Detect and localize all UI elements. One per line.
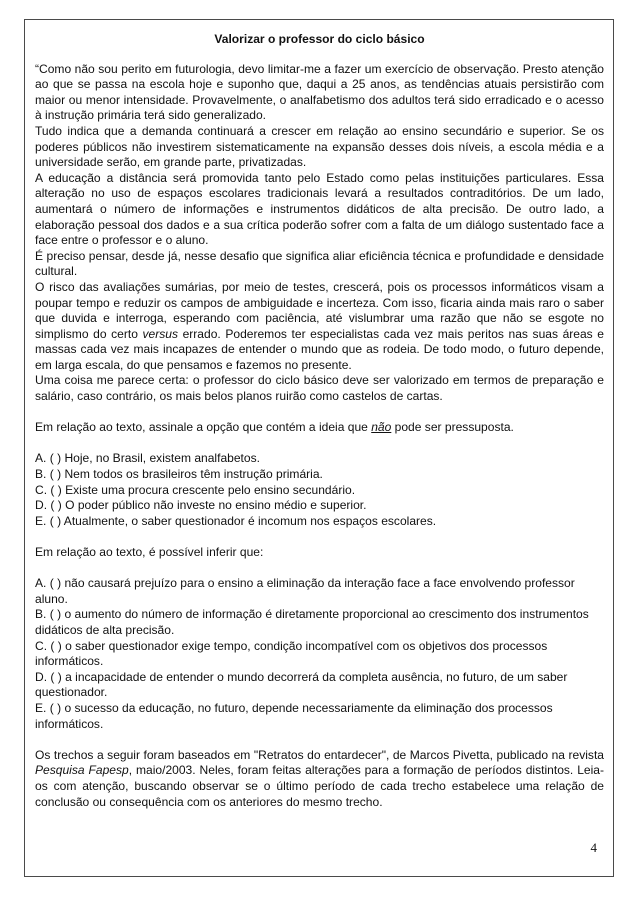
stem-text: pode ser pressuposta. <box>391 420 514 435</box>
article-paragraph-6: Uma coisa me parece certa: o professor do ciclo básico deve ser valorizado em termos de preparação e salário, caso contrário, os mais belos planos ruirão como castelos de cartas. <box>35 373 604 404</box>
question-2-option-b[interactable]: B. ( ) o aumento do número de informação é diretamente proporcional ao crescimento dos instrumentos didáticos de alta precisão. <box>35 607 589 637</box>
underlined-text: não <box>371 420 392 435</box>
intro-text: , maio/2003. Neles, foram feitas alterações para a formação de períodos distintos. Leia-os com atenção, buscando observar se o último período de cada trecho estabelece uma relação de conclusão ou consequência com os anteriores do mesmo trecho. <box>35 763 604 809</box>
paragraph-text: O risco das avaliações sumárias, por meio de testes, crescerá, pois os processos informáticos visam a poupar tempo e reduzir os campos de ambiguidade e incerteza. Com isso, ficaria ainda mais raro o saber que duvida e interroga, esperando com paciência, até vislumbrar uma razão que não se esgote no simplismo do certo <box>35 279 604 341</box>
article-paragraph-4: É preciso pensar, desde já, nesse desafio que significa aliar eficiência técnica e profundidade e densidade cultural. <box>35 248 604 279</box>
question-1-option-e[interactable]: E. ( ) Atualmente, o saber questionador é incomum nos espaços escolares. <box>35 513 437 528</box>
question-2-option-d-continuation: questionador. <box>35 685 108 700</box>
question-2-stem: Em relação ao texto, é possível inferir que: <box>35 545 264 559</box>
stem-text: Em relação ao texto, assinale a opção que contém a ideia que <box>35 420 372 435</box>
article-paragraph-3: A educação a distância será promovida tanto pelo Estado como pelas instituições particulares. Essa alteração no uso de espaços escolares tradicionais levará a resultados contraditórios. De um lado, aumentará o número de informações e instrumentos didáticos de alta precisão. De outro lado, a elaboração pessoal dos dados e a sua crítica poderão sofrer com a falta de um diálogo sustentado face a face entre o professor e o aluno. <box>35 170 604 248</box>
emphasis-text <box>371 420 391 434</box>
intro-text: Os trechos a seguir foram baseados em "Retratos do entardecer", de Marcos Pivetta, publicado na revista <box>35 747 604 762</box>
question-1-stem <box>35 420 604 436</box>
question-2-option-d[interactable]: D. ( ) a incapacidade de entender o mundo decorrerá da completa ausência, no futuro, de um saber <box>35 669 568 684</box>
page-number: 4 <box>590 840 597 855</box>
question-3-intro <box>35 748 604 810</box>
page-title: Valorizar o professor do ciclo básico <box>214 32 425 46</box>
question-1-option-d[interactable]: D. ( ) O poder público não investe no ensino médio e superior. <box>35 498 367 513</box>
document-page <box>24 19 614 877</box>
emphasis-text: Pesquisa Fapesp <box>35 763 129 778</box>
document-content <box>35 32 604 810</box>
question-2-option-a[interactable]: A. ( ) não causará prejuízo para o ensino a eliminação da interação face a face envolvendo professor aluno. <box>35 576 575 606</box>
question-1-option-c[interactable]: C. ( ) Existe uma procura crescente pelo ensino secundário. <box>35 482 356 497</box>
emphasis-text: versus <box>142 326 178 341</box>
paragraph-text: errado. Poderemos ter especialistas cada vez mais peritos nas suas áreas e massas cada vez mais incapazes de entender o mundo que as rodeia. De todo modo, o futuro depende, em larga escala, do que pensamos e fazemos no presente. <box>35 326 604 372</box>
article-paragraph-2: Tudo indica que a demanda continuará a crescer em relação ao ensino secundário e superior. Se os poderes públicos não investirem sistematicamente na expansão desses dois níveis, a escola média e a universidade serão, em grande parte, privatizadas. <box>35 123 604 170</box>
question-2-option-c[interactable]: C. ( ) o saber questionador exige tempo, condição incompatível com os objetivos dos processos informáticos. <box>35 638 548 669</box>
question-1-option-a[interactable]: A. ( ) Hoje, no Brasil, existem analfabetos. <box>35 451 260 466</box>
article-paragraph-5 <box>35 280 604 374</box>
article-paragraph-1: “Como não sou perito em futurologia, devo limitar-me a fazer um exercício de observação. Presto atenção ao que se passa na escola hoje e suponho que, daqui a 25 anos, as tendências atuais persistirão com maior ou menor intensidade. Provavelmente, o analfabetismo dos adultos terá sido erradicado e o acesso à instrução primária terá sido generalizado. <box>35 61 604 123</box>
question-2-option-e[interactable]: E. ( ) o sucesso da educação, no futuro, depende necessariamente da eliminação dos processos informáticos. <box>35 700 553 731</box>
question-1-option-b[interactable]: B. ( ) Nem todos os brasileiros têm instrução primária. <box>35 467 323 482</box>
